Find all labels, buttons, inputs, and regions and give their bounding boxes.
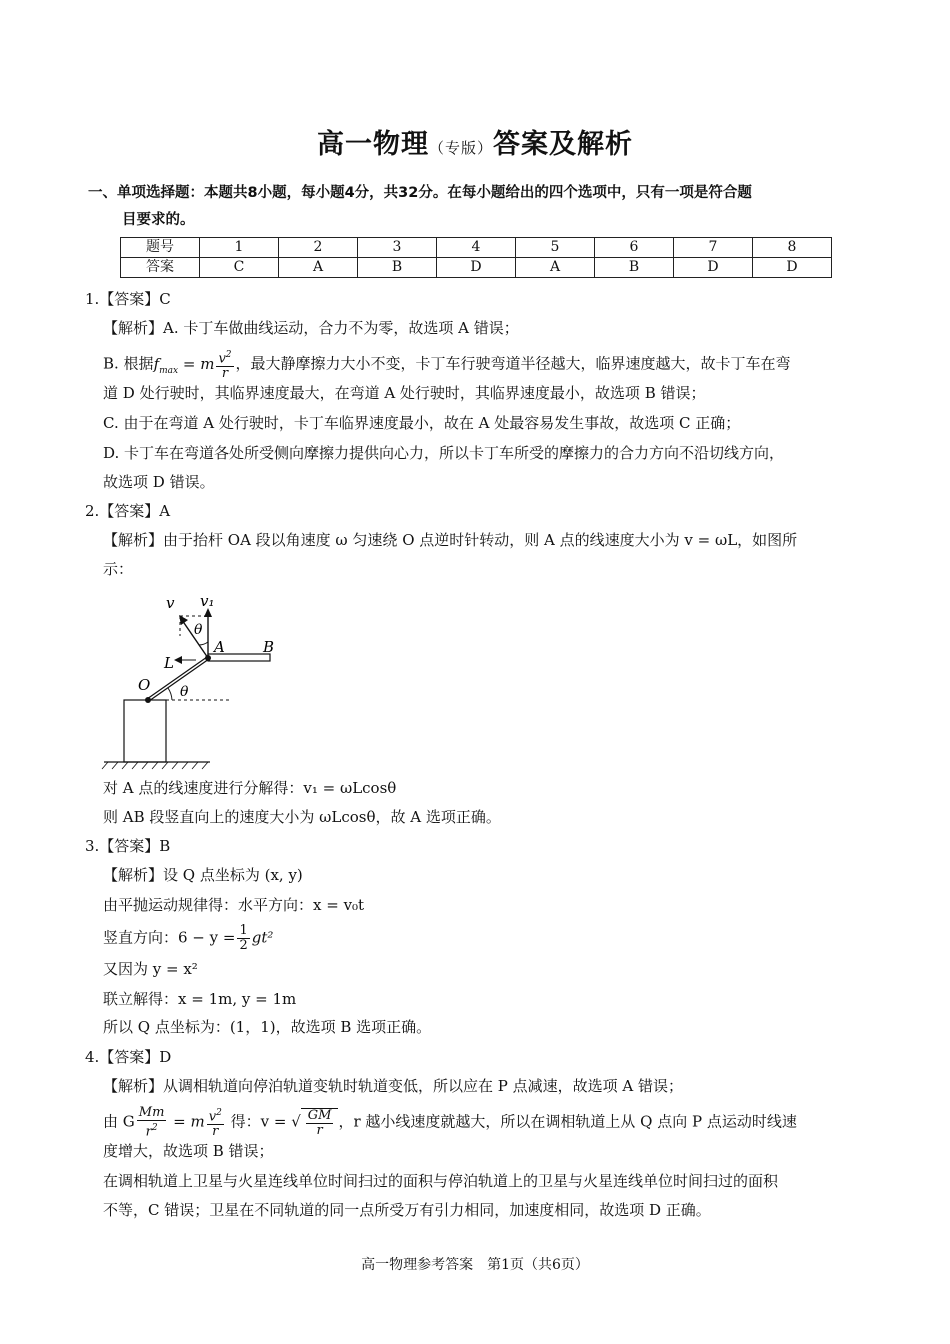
table-cell: B (358, 258, 437, 278)
table-cell: 2 (279, 238, 358, 258)
label-A: A (214, 638, 225, 656)
q4-analysis-1: 【解析】从调相轨道向停泊轨道变轨时轨道变低，所以应在 P 点减速，故选项 A 错误； (103, 1077, 684, 1095)
table-cell: 3 (358, 238, 437, 258)
q2-answer-head: 2.【答案】A (85, 502, 171, 520)
q1-answer-head: 1.【答案】C (85, 290, 171, 308)
table-cell: 5 (516, 238, 595, 258)
velocity-figure (100, 592, 290, 772)
q4-analysis-2: 由 G $\frac{Mm}{r^2}$ = m $\frac{v^2}{r}$ 得：v = √ $\frac{GM}{r}$ ，r 越小线速度就越大，所以在调相轨道上从 Q 点向 P 点运动时线速 (103, 1105, 797, 1140)
q1-analysis-b2: 道 D 处行驶时，其临界速度最大，在弯道 A 处行驶时，其临界速度最小，故选项 B 错误； (103, 384, 706, 402)
q2-analysis-4: 则 AB 段竖直向上的速度大小为 ωLcosθ，故 A 选项正确。 (103, 808, 501, 826)
table-cell: 8 (753, 238, 832, 258)
table-header-cell: 答案 (121, 258, 200, 278)
table-header-cell: 题号 (121, 238, 200, 258)
section-line-1: 一、单项选择题：本题共8小题，每小题4分，共32分。在每小题给出的四个选项中，只有一项是符合题 (88, 185, 752, 201)
answer-table (120, 237, 832, 278)
label-O: O (138, 676, 151, 694)
table-cell: 4 (437, 238, 516, 258)
label-theta-bottom: θ (180, 684, 189, 700)
label-v1: v₁ (200, 592, 215, 610)
q2-analysis-1: 【解析】由于抬杆 OA 段以角速度 ω 匀速绕 O 点逆时针转动，则 A 点的线速度大小为 v = ωL，如图所 (103, 531, 798, 549)
q3-analysis-5: 联立解得：x = 1m, y = 1m (103, 990, 297, 1008)
table-row (121, 258, 832, 278)
q3-analysis-3: 竖直方向：6 − y = $\frac{1}{2}$ gt² (103, 923, 274, 953)
page-title: 高一物理（专版）答案及解析 (316, 129, 633, 160)
page-footer: 高一物理参考答案 第1页（共6页） (361, 1257, 589, 1273)
q4-answer-head: 4.【答案】D (85, 1048, 172, 1066)
table-row (121, 238, 832, 258)
table-cell: 1 (200, 238, 279, 258)
q3-answer-head: 3.【答案】B (85, 837, 171, 855)
table-cell: C (200, 258, 279, 278)
q3-analysis-1: 【解析】设 Q 点坐标为 (x, y) (103, 866, 303, 884)
label-B: B (263, 638, 275, 656)
q1-analysis-d1: D. 卡丁车在弯道各处所受侧向摩擦力提供向心力，所以卡丁车所受的摩擦力的合力方向不沿切线方向， (103, 444, 785, 462)
formula-fmax: $f_{max} = m$ $\frac{v^2}{r}$ (153, 350, 232, 382)
table-cell: D (753, 258, 832, 278)
q2-analysis-2: 示： (103, 560, 134, 578)
q1-analysis-a: 【解析】A. 卡丁车做曲线运动，合力不为零，故选项 A 错误； (103, 319, 519, 337)
q1-analysis-c: C. 由于在弯道 A 处行驶时，卡丁车临界速度最小，故在 A 处最容易发生事故，故选项 C 正确； (103, 414, 741, 432)
q4-analysis-4: 在调相轨道上卫星与火星连线单位时间扫过的面积与停泊轨道上的卫星与火星连线单位时间扫过的面积 (103, 1172, 779, 1190)
table-cell: A (516, 258, 595, 278)
q4-analysis-5: 不等，C 错误；卫星在不同轨道的同一点所受万有引力相同，加速度相同，故选项 D 正确。 (103, 1201, 711, 1219)
section-heading (88, 180, 868, 234)
table-cell: 6 (595, 238, 674, 258)
q3-analysis-4: 又因为 y = x² (103, 960, 198, 978)
q4-analysis-3: 度增大，故选项 B 错误； (103, 1142, 274, 1160)
table-cell: D (437, 258, 516, 278)
label-L: L (164, 654, 174, 672)
q1-analysis-b1: B. 根据$f_{max} = m$ $\frac{v^2}{r}$ ，最大静摩擦力大小不变，卡丁车行驶弯道半径越大，临界速度越大，故卡丁车在弯 (103, 350, 791, 382)
q2-analysis-3: 对 A 点的线速度进行分解得：v₁ = ωLcosθ (103, 779, 397, 797)
table-cell: D (674, 258, 753, 278)
section-line-2: 目要求的。 (122, 212, 195, 228)
label-v: v (166, 594, 175, 612)
table-cell: A (279, 258, 358, 278)
label-theta-top: θ (194, 622, 203, 638)
q3-analysis-2: 由平抛运动规律得：水平方向：x = v₀t (103, 896, 365, 914)
table-cell: 7 (674, 238, 753, 258)
q3-analysis-6: 所以 Q 点坐标为：(1，1)，故选项 B 选项正确。 (103, 1018, 432, 1036)
table-cell: B (595, 258, 674, 278)
q1-analysis-d2: 故选项 D 错误。 (103, 473, 215, 491)
edition-label: （专版） (428, 139, 493, 157)
